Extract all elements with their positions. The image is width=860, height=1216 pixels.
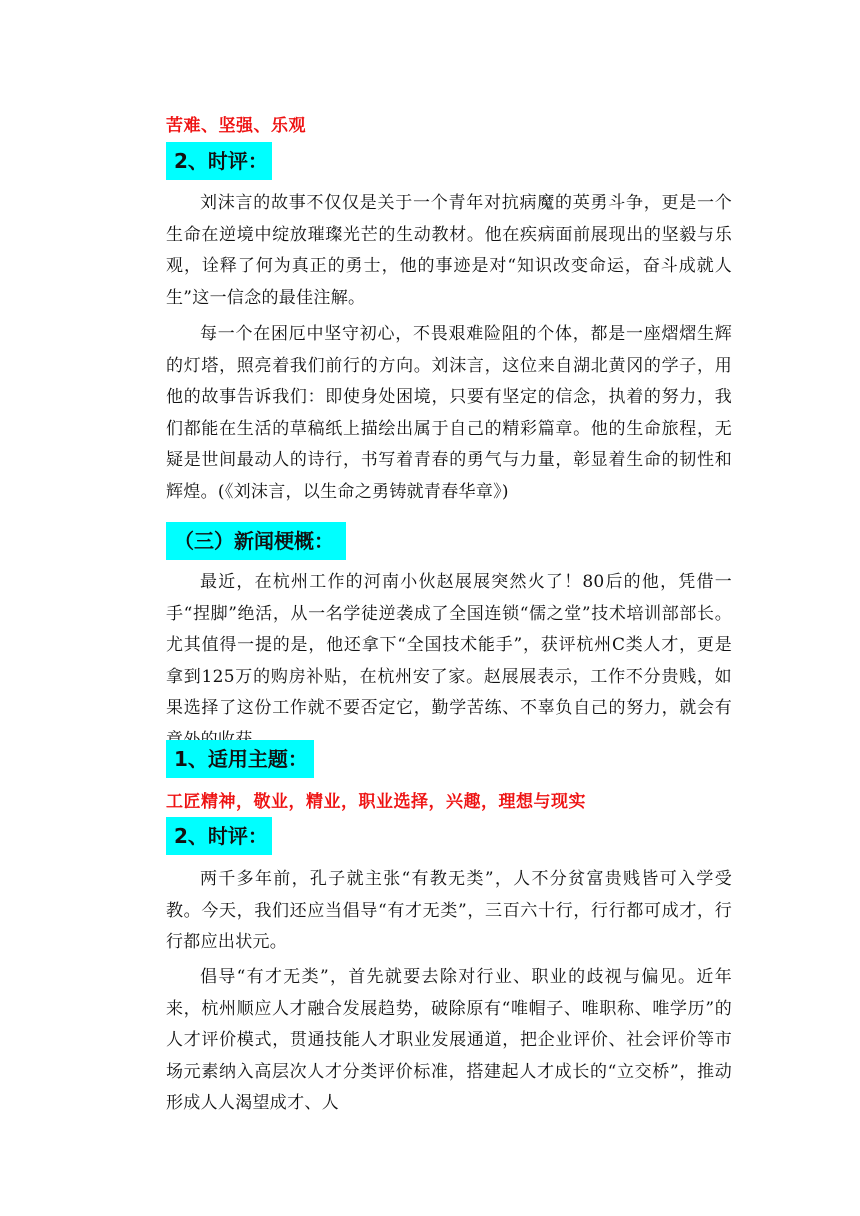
comment-paragraph: 刘沫言的故事不仅仅是关于一个青年对抗病魔的英勇斗争，更是一个生命在逆境中绽放璀璨光芒的生动教材。他在疾病面前展现出的坚毅与乐观，诠释了何为真正的勇士，他的事迹是对“知识改变命运，奋斗成就人生”这一信念的最佳注解。 [166, 193, 732, 308]
applicable-topics-keywords: 工匠精神，敬业，精业，职业选择，兴趣，理想与现实 [166, 792, 586, 812]
comment-paragraph: 两千多年前，孔子就主张“有教无类”，人不分贫富贵贱皆可入学受教。今天，我们还应当倡导“有才无类”，三百六十行，行行都可成才，行行都应出状元。 [166, 869, 732, 952]
applicable-topics-heading: 1、适用主题： [166, 740, 314, 778]
topic-keywords-line: 苦难、坚强、乐观 [166, 116, 306, 136]
comment-heading: 2、时评： [166, 142, 272, 180]
comment-heading: 2、时评： [166, 817, 272, 855]
news-summary-paragraph: 最近，在杭州工作的河南小伙赵展展突然火了！80后的他，凭借一手“捏脚”绝活，从一名学徒逆袭成了全国连锁“儒之堂”技术培训部部长。尤其值得一提的是，他还拿下“全国技术能手”，获评杭州C类人才，更是拿到125万的购房补贴，在杭州安了家。赵展展表示，工作不分贵贱，如果选择了这份工作就不要否定它，勤学苦练、不辜负自己的努力，就会有 [166, 572, 732, 718]
news-summary-heading: （三）新闻梗概： [166, 522, 346, 560]
comment-paragraph: 倡导“有才无类”，首先就要去除对行业、职业的歧视与偏见。近年来，杭州顺应人才融合发展趋势，破除原有“唯帽子、唯职称、唯学历”的人才评价模式，贯通技能人才职业发展通道，把企业评价、社会评价等市场元素纳入高层次人才分类评价标准，搭建起人才成长的“立交桥”，推动形成人人渴望成才、人 [166, 967, 732, 1113]
comment-paragraph: 每一个在困厄中坚守初心，不畏艰难险阻的个体，都是一座熠熠生辉的灯塔，照亮着我们前行的方向。刘沫言，这位来自湖北黄冈的学子，用他的故事告诉我们：即使身处困境，只要有坚定的信念，执着的努力，我们都能在生活的草稿纸上描绘出属于自己的精彩篇章。他的生命旅程，无疑是世间最动人的诗行，书写着青春的勇气与力量，彰显着生命的韧性和辉煌。(《刘沫言，以生命之勇铸就青春华章》) [166, 324, 732, 502]
